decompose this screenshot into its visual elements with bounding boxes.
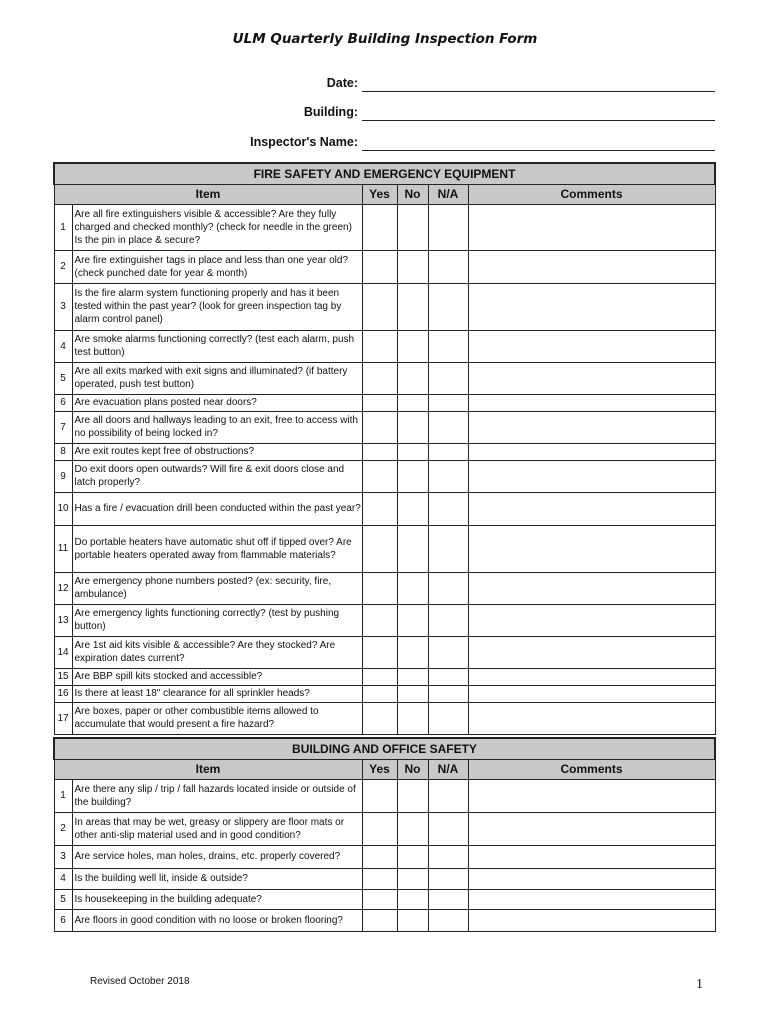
na-cell[interactable] <box>428 492 468 525</box>
na-cell[interactable] <box>428 283 468 330</box>
no-cell[interactable] <box>397 889 428 909</box>
na-cell[interactable] <box>428 604 468 636</box>
no-cell[interactable] <box>397 845 428 868</box>
question-text: Are all fire extinguishers visible & accessible? Are they fully charged and checked monthly? (check for needle in the green) Is the pin in place & secure? <box>72 204 362 250</box>
row-number: 11 <box>54 525 72 572</box>
comments-header: Comments <box>468 184 715 204</box>
question-text: Are there any slip / trip / fall hazards located inside or outside of the building? <box>72 779 362 812</box>
section-title: BUILDING AND OFFICE SAFETY <box>54 738 715 759</box>
yes-cell[interactable] <box>362 283 397 330</box>
date-input[interactable] <box>362 73 715 92</box>
row-number: 13 <box>54 604 72 636</box>
no-header: No <box>397 184 428 204</box>
row-number: 4 <box>54 868 72 889</box>
inspector-field <box>150 131 715 151</box>
comments-cell[interactable] <box>468 702 715 734</box>
question-text: Is housekeeping in the building adequate? <box>72 889 362 909</box>
no-cell[interactable] <box>397 812 428 845</box>
yes-cell[interactable] <box>362 702 397 734</box>
table-row <box>54 394 715 411</box>
na-cell[interactable] <box>428 460 468 492</box>
no-cell[interactable] <box>397 525 428 572</box>
no-cell[interactable] <box>397 330 428 362</box>
comments-cell[interactable] <box>468 889 715 909</box>
row-number: 14 <box>54 636 72 668</box>
na-cell[interactable] <box>428 204 468 250</box>
table-row <box>54 779 715 812</box>
na-cell[interactable] <box>428 812 468 845</box>
comments-cell[interactable] <box>468 492 715 525</box>
no-cell[interactable] <box>397 443 428 460</box>
row-number: 1 <box>54 204 72 250</box>
no-cell[interactable] <box>397 411 428 443</box>
no-cell[interactable] <box>397 604 428 636</box>
na-cell[interactable] <box>428 443 468 460</box>
question-text: Is the building well lit, inside & outside? <box>72 868 362 889</box>
row-number: 3 <box>54 283 72 330</box>
comments-cell[interactable] <box>468 362 715 394</box>
row-number: 12 <box>54 572 72 604</box>
table-row <box>54 685 715 702</box>
table-row <box>54 572 715 604</box>
question-text: Are emergency lights functioning correctly? (test by pushing button) <box>72 604 362 636</box>
row-number: 5 <box>54 362 72 394</box>
table-row <box>54 812 715 845</box>
na-cell[interactable] <box>428 250 468 283</box>
table-row <box>54 283 715 330</box>
yes-cell[interactable] <box>362 411 397 443</box>
fire-safety-table <box>53 162 716 735</box>
comments-cell[interactable] <box>468 909 715 931</box>
yes-cell[interactable] <box>362 394 397 411</box>
na-cell[interactable] <box>428 702 468 734</box>
row-number: 2 <box>54 250 72 283</box>
building-safety-table <box>53 737 716 932</box>
table-row <box>54 204 715 250</box>
row-number: 9 <box>54 460 72 492</box>
row-number: 6 <box>54 394 72 411</box>
comments-cell[interactable] <box>468 668 715 685</box>
na-cell[interactable] <box>428 330 468 362</box>
no-cell[interactable] <box>397 909 428 931</box>
comments-cell[interactable] <box>468 845 715 868</box>
inspector-label: Inspector's Name: <box>250 135 358 149</box>
yes-cell[interactable] <box>362 868 397 889</box>
yes-cell[interactable] <box>362 443 397 460</box>
comments-cell[interactable] <box>468 394 715 411</box>
yes-header: Yes <box>362 184 397 204</box>
na-cell[interactable] <box>428 845 468 868</box>
na-header: N/A <box>428 184 468 204</box>
no-cell[interactable] <box>397 362 428 394</box>
yes-cell[interactable] <box>362 909 397 931</box>
table-row <box>54 845 715 868</box>
building-label: Building: <box>303 105 358 119</box>
table-row <box>54 460 715 492</box>
inspector-input[interactable] <box>362 132 715 151</box>
comments-cell[interactable] <box>468 250 715 283</box>
building-field <box>150 101 715 121</box>
yes-cell[interactable] <box>362 460 397 492</box>
comments-cell[interactable] <box>468 604 715 636</box>
comments-cell[interactable] <box>468 636 715 668</box>
na-header: N/A <box>428 759 468 779</box>
item-header: Item <box>54 759 362 779</box>
row-number: 2 <box>54 812 72 845</box>
row-number: 4 <box>54 330 72 362</box>
table-row <box>54 604 715 636</box>
no-cell[interactable] <box>397 460 428 492</box>
row-number: 7 <box>54 411 72 443</box>
building-input[interactable] <box>362 102 715 121</box>
row-number: 1 <box>54 779 72 812</box>
question-text: Is there at least 18" clearance for all sprinkler heads? <box>72 685 362 702</box>
comments-cell[interactable] <box>468 204 715 250</box>
na-cell[interactable] <box>428 394 468 411</box>
comments-cell[interactable] <box>468 812 715 845</box>
na-cell[interactable] <box>428 411 468 443</box>
question-text: Do exit doors open outwards? Will fire & exit doors close and latch properly? <box>72 460 362 492</box>
yes-cell[interactable] <box>362 204 397 250</box>
table-row <box>54 330 715 362</box>
row-number: 8 <box>54 443 72 460</box>
no-header: No <box>397 759 428 779</box>
comments-header: Comments <box>468 759 715 779</box>
comments-cell[interactable] <box>468 443 715 460</box>
question-text: Are smoke alarms functioning correctly? (test each alarm, push test button) <box>72 330 362 362</box>
table-row <box>54 868 715 889</box>
yes-cell[interactable] <box>362 668 397 685</box>
yes-cell[interactable] <box>362 572 397 604</box>
comments-cell[interactable] <box>468 411 715 443</box>
question-text: Is the fire alarm system functioning properly and has it been tested within the past year? (look for green inspection tag by alarm control panel) <box>72 283 362 330</box>
table-row <box>54 702 715 734</box>
na-cell[interactable] <box>428 889 468 909</box>
no-cell[interactable] <box>397 250 428 283</box>
no-cell[interactable] <box>397 394 428 411</box>
revision-note: Revised October 2018 <box>90 976 190 987</box>
row-number: 3 <box>54 845 72 868</box>
question-text: In areas that may be wet, greasy or slippery are floor mats or other anti-slip material used and in good condition? <box>72 812 362 845</box>
yes-cell[interactable] <box>362 525 397 572</box>
no-cell[interactable] <box>397 283 428 330</box>
yes-cell[interactable] <box>362 362 397 394</box>
na-cell[interactable] <box>428 636 468 668</box>
comments-cell[interactable] <box>468 685 715 702</box>
no-cell[interactable] <box>397 204 428 250</box>
comments-cell[interactable] <box>468 525 715 572</box>
row-number: 15 <box>54 668 72 685</box>
yes-cell[interactable] <box>362 330 397 362</box>
yes-cell[interactable] <box>362 250 397 283</box>
yes-cell[interactable] <box>362 812 397 845</box>
no-cell[interactable] <box>397 668 428 685</box>
na-cell[interactable] <box>428 779 468 812</box>
table-row <box>54 362 715 394</box>
na-cell[interactable] <box>428 362 468 394</box>
no-cell[interactable] <box>397 702 428 734</box>
comments-cell[interactable] <box>468 460 715 492</box>
row-number: 5 <box>54 889 72 909</box>
table-row <box>54 889 715 909</box>
comments-cell[interactable] <box>468 779 715 812</box>
no-cell[interactable] <box>397 636 428 668</box>
yes-cell[interactable] <box>362 889 397 909</box>
comments-cell[interactable] <box>468 330 715 362</box>
page-number: 1 <box>696 977 703 992</box>
na-cell[interactable] <box>428 685 468 702</box>
no-cell[interactable] <box>397 572 428 604</box>
question-text: Has a fire / evacuation drill been conducted within the past year? <box>72 492 362 525</box>
table-row <box>54 492 715 525</box>
row-number: 6 <box>54 909 72 931</box>
row-number: 17 <box>54 702 72 734</box>
yes-header: Yes <box>362 759 397 779</box>
row-number: 10 <box>54 492 72 525</box>
comments-cell[interactable] <box>468 283 715 330</box>
table-row <box>54 525 715 572</box>
na-cell[interactable] <box>428 868 468 889</box>
table-row <box>54 443 715 460</box>
table-row <box>54 411 715 443</box>
question-text: Are evacuation plans posted near doors? <box>72 394 362 411</box>
na-cell[interactable] <box>428 668 468 685</box>
question-text: Are floors in good condition with no loose or broken flooring? <box>72 909 362 931</box>
question-text: Are fire extinguisher tags in place and less than one year old? (check punched date for year & month) <box>72 250 362 283</box>
question-text: Are exit routes kept free of obstructions? <box>72 443 362 460</box>
form-title: ULM Quarterly Building Inspection Form <box>232 31 538 47</box>
yes-cell[interactable] <box>362 779 397 812</box>
na-cell[interactable] <box>428 525 468 572</box>
question-text: Are all doors and hallways leading to an exit, free to access with no possibility of being locked in? <box>72 411 362 443</box>
comments-cell[interactable] <box>468 572 715 604</box>
table-row <box>54 668 715 685</box>
item-header: Item <box>54 184 362 204</box>
table-row <box>54 909 715 931</box>
yes-cell[interactable] <box>362 685 397 702</box>
question-text: Are 1st aid kits visible & accessible? Are they stocked? Are expiration dates current? <box>72 636 362 668</box>
question-text: Do portable heaters have automatic shut off if tipped over? Are portable heaters operated away from flammable materials? <box>72 525 362 572</box>
no-cell[interactable] <box>397 685 428 702</box>
no-cell[interactable] <box>397 868 428 889</box>
row-number: 16 <box>54 685 72 702</box>
section-title: FIRE SAFETY AND EMERGENCY EQUIPMENT <box>54 163 715 184</box>
question-text: Are all exits marked with exit signs and illuminated? (if battery operated, push test button) <box>72 362 362 394</box>
comments-cell[interactable] <box>468 868 715 889</box>
yes-cell[interactable] <box>362 636 397 668</box>
question-text: Are BBP spill kits stocked and accessible? <box>72 668 362 685</box>
no-cell[interactable] <box>397 779 428 812</box>
table-row <box>54 250 715 283</box>
yes-cell[interactable] <box>362 845 397 868</box>
date-field <box>150 72 715 92</box>
date-label: Date: <box>326 76 358 90</box>
no-cell[interactable] <box>397 492 428 525</box>
yes-cell[interactable] <box>362 492 397 525</box>
question-text: Are emergency phone numbers posted? (ex: security, fire, ambulance) <box>72 572 362 604</box>
table-row <box>54 636 715 668</box>
yes-cell[interactable] <box>362 604 397 636</box>
question-text: Are service holes, man holes, drains, etc. properly covered? <box>72 845 362 868</box>
na-cell[interactable] <box>428 572 468 604</box>
question-text: Are boxes, paper or other combustible items allowed to accumulate that would present a fire hazard? <box>72 702 362 734</box>
na-cell[interactable] <box>428 909 468 931</box>
